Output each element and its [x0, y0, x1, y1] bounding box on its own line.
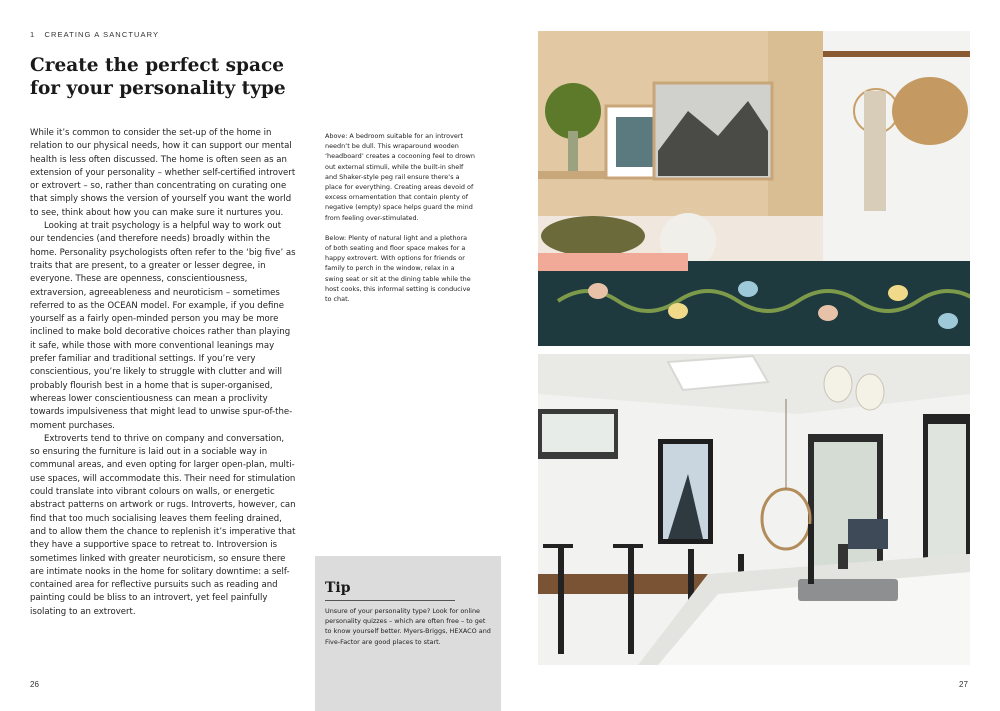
- tip-heading: Tip: [325, 580, 351, 596]
- tip-box: [315, 556, 501, 711]
- kitchen-illustration: [538, 354, 970, 665]
- page-number-right: 27: [959, 680, 968, 689]
- chapter-title: CREATING A SANCTUARY: [44, 30, 160, 39]
- bedroom-photo: [538, 31, 970, 346]
- page-number-left: 26: [30, 680, 39, 689]
- body-paragraph: Looking at trait psychology is a helpful way to work out our tendencies (and therefore needs) broadly within the home. Personality psychologists often refer to the ‘big five’ as traits that are present, to a greater or lesser degree, in everyone. These are openness, conscientiousness, extraversion, agreeableness and neuroticism – sometimes referred to as the OCEAN model. For example, if you define yourself as a fairly open-minded person you may be more inclined to make bold decorative choices rather than playing it safe, while those with more conventional leanings may prefer familiar and traditional settings. If you’re very conscientious, you’re likely to struggle with clutter and will probably flourish best in a home that is super-organised, whereas lower conscientiousness can mean a proclivity towards impulsiveness that might lead to unwise spur-of-the-moment purchases.: [30, 221, 296, 431]
- chapter-number: 1: [30, 30, 36, 39]
- kitchen-photo: [538, 354, 970, 665]
- photo-captions: [325, 131, 475, 314]
- tip-text: Unsure of your personality type? Look for online personality quizzes – which are often free – to get to know yourself better. Myers-Briggs, HEXACO and Five-Factor are good places to start.: [325, 607, 491, 646]
- article-title: Create the perfect space for your personality type: [30, 55, 286, 99]
- bedroom-illustration: [538, 31, 970, 346]
- caption-above: Above: A bedroom suitable for an introvert needn’t be dull. This wraparound wooden ‘headboard’ creates a cocooning feel to drown out external stimuli, while the built-in shelf and Shaker-style peg rail ensure there’s a place for everything. Creating areas devoid of excess ornamentation that contain plenty of negative (empty) space helps guard the mind from feeling over-stimulated.: [325, 132, 476, 222]
- body-paragraph: Extroverts tend to thrive on company and conversation, so ensuring the furniture is laid out in a sociable way in communal areas, and even opting for larger open-plan, multi-use spaces, will accommodate this. Their need for stimulation could translate into vibrant colours on walls, or energetic abstract patterns on artwork or rugs. Introverts, however, can find that too much socialising leaves them feeling drained, and to allow them the chance to replenish it’s imperative that they have a supportive space to retreat to. Introversion is sometimes linked with greater neuroticism, so ensure there are intimate nooks in the home for solitary downtime: a self-contained area for reflective pursuits such as reading and painting could be bliss to an introvert, yet feel painfully isolating to an extrovert.: [30, 433, 296, 617]
- body-paragraph: While it’s common to consider the set-up of the home in relation to our physical needs, how it can support our mental health is less often discussed. The home is often seen as an extension of your personality – whether self-certified introvert or extrovert – so, rather than concentrating on curating one that simply shows the version of yourself you want the world to see, think about how you can make sure it nurtures you.: [30, 128, 296, 218]
- article-body: [30, 127, 296, 619]
- caption-below: Below: Plenty of natural light and a plethora of both seating and floor space makes for a happy extrovert. With options for friends or family to perch in the window, relax in a swing seat or sit at the dining table while the host cooks, this informal setting is conducive to chat.: [325, 233, 471, 304]
- running-head: [30, 30, 159, 39]
- tip-divider: [325, 600, 455, 601]
